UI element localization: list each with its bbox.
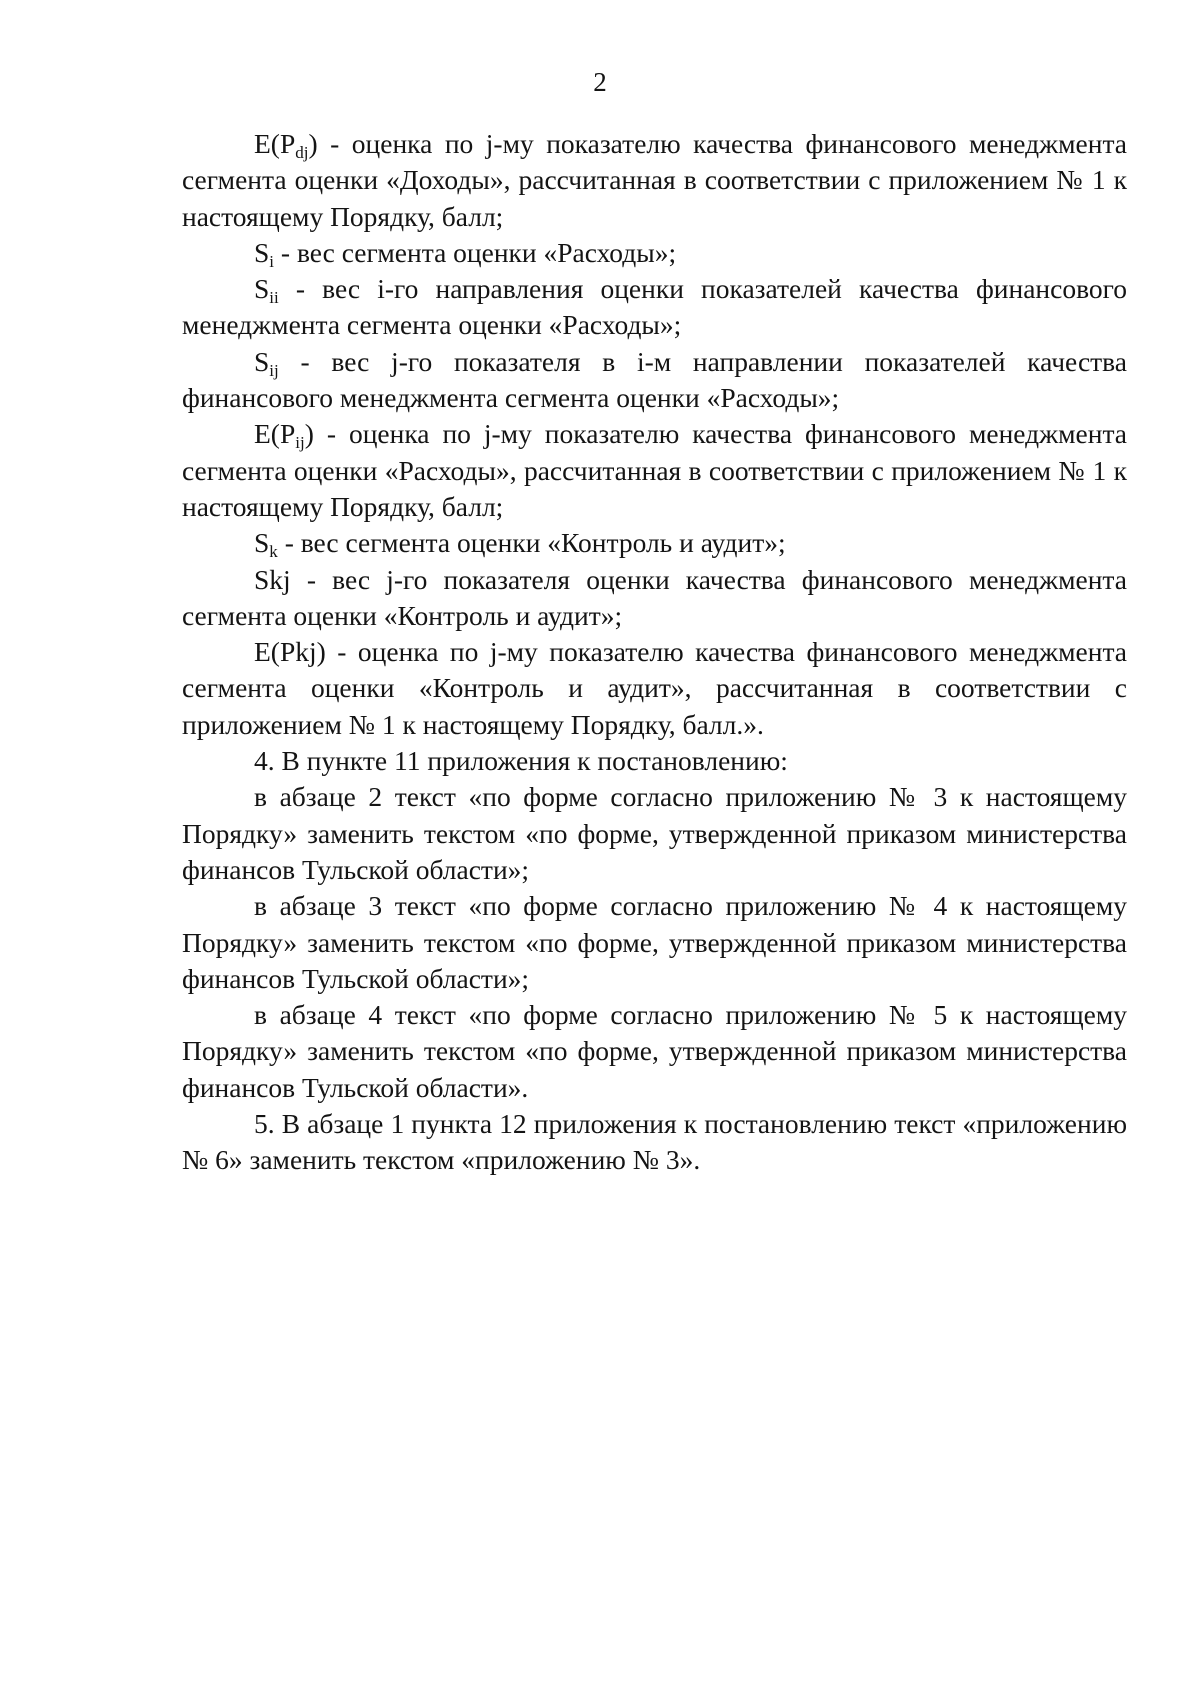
definition-text: - вес j-го показателя в i-м направлении показателей качества финансового менеджмента сегмента оценки «Расходы»; <box>182 345 1127 414</box>
amendment-paragraph-4 <box>182 997 1127 1106</box>
paragraph-text: в абзаце 3 текст «по форме согласно приложению № 4 к настоящему Порядку» заменить текстом «по форме, утвержденной приказом министерства финансов Тульской области»; <box>182 890 1127 994</box>
definition-e-pij <box>182 416 1127 525</box>
definition-text: - вес i-го направления оценки показателей качества финансового менеджмента сегмента оценки «Расходы»; <box>182 273 1127 341</box>
formula-symbol: $S_{ij}$ <box>254 345 279 380</box>
document-body <box>182 126 1127 1179</box>
formula-symbol: $S_{ii}$ <box>254 273 279 307</box>
definition-s-k <box>182 525 1127 561</box>
definition-text: - оценка по j-му показателю качества финансового менеджмента сегмента оценки «Расходы», рассчитанная в соответствии с приложением № 1 к настоящему Порядку, балл; <box>182 418 1127 522</box>
formula-symbol: Skj <box>254 563 291 595</box>
formula-symbol: E(Pkj) <box>254 636 326 668</box>
paragraph-text: в абзаце 2 текст «по форме согласно приложению № 3 к настоящему Порядку» заменить текстом «по форме, утвержденной приказом министерства финансов Тульской области»; <box>182 781 1127 885</box>
definition-s-ii <box>182 271 1127 344</box>
paragraph-text: 5. В абзаце 1 пункта 12 приложения к постановлению текст «приложению № 6» заменить текстом «приложению № 3». <box>182 1108 1127 1176</box>
amendment-item-4 <box>182 743 1127 779</box>
amendment-paragraph-3 <box>182 888 1127 997</box>
definition-e-pkj <box>182 634 1127 743</box>
definition-text: - вес сегмента оценки «Контроль и аудит»; <box>277 527 786 559</box>
page-number: 2 <box>593 67 607 97</box>
amendment-paragraph-2 <box>182 779 1127 888</box>
definition-text: - оценка по j-му показателю качества финансового менеджмента сегмента оценки «Доходы», рассчитанная в соответствии с приложением № 1 к настоящему Порядку, балл; <box>182 128 1127 232</box>
definition-e-pdj <box>182 126 1127 235</box>
paragraph-text: в абзаце 4 текст «по форме согласно приложению № 5 к настоящему Порядку» заменить текстом «по форме, утвержденной приказом министерства финансов Тульской области». <box>182 999 1127 1103</box>
formula-symbol: $S_k$ <box>254 527 278 562</box>
definition-s-ij <box>182 344 1127 417</box>
formula-symbol: $S_i$ <box>254 236 275 271</box>
definition-text: - вес сегмента оценки «Расходы»; <box>274 236 677 268</box>
formula-symbol: $E(P_{dj})$ <box>254 128 318 162</box>
definition-text: - оценка по j-му показателю качества финансового менеджмента сегмента оценки «Контроль и аудит», рассчитанная в соответствии с приложением № 1 к настоящему Порядку, балл.». <box>182 636 1127 740</box>
amendment-item-5 <box>182 1106 1127 1179</box>
definition-s-i <box>182 235 1127 271</box>
paragraph-text: 4. В пункте 11 приложения к постановлению: <box>254 745 788 777</box>
formula-symbol: $E(P_{ij})$ <box>254 418 314 453</box>
definition-text: - вес j-го показателя оценки качества финансового менеджмента сегмента оценки «Контроль и аудит»; <box>182 563 1127 631</box>
definition-skj <box>182 562 1127 635</box>
